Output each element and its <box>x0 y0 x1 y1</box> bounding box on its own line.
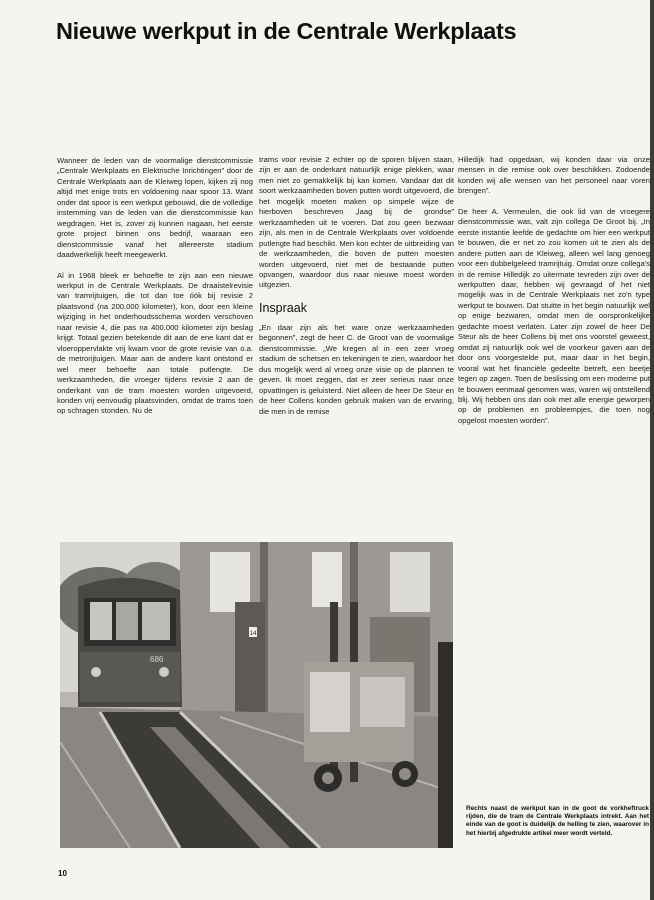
paragraph: Wanneer de leden van de voormalige dienstcommissie „Centrale Werkplaats en Elektrische Inrichtingen” door de Centrale Werkplaats aan de Kleiweg lopen, kijken zij nog altijd met enige trots en voldoening naar spoor 13. Want onder dat spoor is een werkput gebouwd, die de volledige instemming van de leden van die dienstcommissie kan wegdragen. Het is, zover zij kunnen nagaan, het eerste grote project binnen ons bedrijf, waaraan een dienstcommissie vanaf het allereerste stadium daadwerkelijk heeft meegewerkt. <box>57 156 253 260</box>
photo-illustration <box>60 542 453 848</box>
door-sign-number: 14 <box>249 631 257 637</box>
paragraph: Al in 1968 bleek er behoefte te zijn aan een nieuwe werkput in de Centrale Werkplaats. De draaistelrevisie van tramrijtuigen, die tot dan toe óók bij revisie 2 plaatsvond (na 200.000 kilometer), kon, door een kleine wijziging in het onderhoudsschema worden verschoven naar revisie 4, die pas na 400.000 kilometer zijn beslag krijgt. Totaal gezien betekende dit aan de ene kant dat er vloeroppervlakte vrij kwam voor de grote revisie van o.a. de metrorijtuigen. Maar aan de andere kant ontstond er wel meer behoefte aan totale putlengte. De werkzaamheden, die vroeger tijdens revisie 2 aan de onderkant van de tram moesten worden uitgevoerd, konden vrij eenvoudig plaatsvinden, omdat de trams toen op schragen stonden. Nu de <box>57 270 253 416</box>
paragraph: trams voor revisie 2 echter op de sporen blijven staan, zijn er aan de onderkant natuurlijk enige plekken, waar men niet zo gemakkelijk bij kan komen. Vandaar dat dit soort werkzaamheden boven putten wordt uitgevoerd, die het mogelijk moeten maken op simpele wijze de hierboven beschreven „laag bij de grondse” werkzaamheden uit te voeren. Dat zou geen bezwaar zijn, als men in de Centrale Werkplaats over voldoende putlengte had beschikt. Men kon echter de uitbreiding van de werkzaamheden, die boven de putten moesten worden uitgevoerd, niet met de bestaande putten opvangen, waardoor dus naar nieuwe moest worden uitgezien. <box>259 155 454 290</box>
workshop-photo <box>60 542 453 848</box>
article-title: Nieuwe werkput in de Centrale Werkplaats <box>56 18 517 44</box>
paragraph: De heer A. Vermeulen, die ook lid van de vroegere dienstcommissie was, valt zijn collega De Groot bij. „In eerste instantie leefde de gedachte om hier een werkput te bouwen, die er net zo zou komen uit te zien als de andere putten aan de Kleiweg, alleen wel lang genoeg voor een dubbelgeleed tramrijtuig. Omdat onze collega's in de remise Hilledijk zo uitermate tevreden zijn over de werkputten daar, hebben wij gevraagd of het niet mogelijk was in de Centrale Werkplaats net zo'n type werkput te bouwen. Dat stuitte in het begin natuurlijk wel op enige bezwaren, omdat men de oorspronkelijke gedachte moest verlaten. Later zijn zowel de heer De Steur als de heer Collens bij met ons voorstel geweest, omdat zij natuurlijk ook wel de voorkeur gaven aan de door ons voorgestelde put, maar daar in het begin, vooral wat het financiële gedeelte betreft, een beetje tegen op zagen. Toen de beslissing om een moderne put te bouwen eenmaal genomen was, waren wij ontstellend blij. Wij hebben ons dan ook met alle energie geworpen op de problemen en probleempjes, die toen nog opgelost moesten worden”. <box>458 206 650 425</box>
paragraph: „En daar zijn als het ware onze werkzaamheden begonnen”, zegt de heer C. de Groot van de voormalige dienstcommissie. „We kregen al in een zeer vroeg stadium de schetsen en tekeningen te zien, waardoor het dus mogelijk werd al vroeg onze visie op de plannen te geven. Ik moet zeggen, dat er zeer serieus naar onze opvattingen is geluisterd. Niet alleen de heer De Steur en de heer Collens konden gebruik maken van de ervaring, die men in de remise <box>259 322 454 416</box>
text-column-1 <box>57 156 253 427</box>
tram-number: 686 <box>150 655 164 664</box>
paragraph: Hilledijk had opgedaan, wij konden daar via onze mensen in die remise ook over beschikken. Zodoende konden wij alle wensen van het personeel naar voren brengen”. <box>458 155 650 196</box>
text-column-2 <box>259 155 454 427</box>
page-number: 10 <box>58 869 67 878</box>
section-heading: Inspraak <box>259 300 307 315</box>
photo-caption: Rechts naast de werkput kan in de goot de vorkheftruck rijden, die de tram de Centrale Werkplaats intrekt. Aan het einde van de goot is duidelijk de helling te zien, waarover in het hierbij afgedrukte artikel meer wordt verteld. <box>466 805 649 837</box>
text-column-3 <box>458 155 650 436</box>
page-edge-shadow <box>650 0 654 900</box>
